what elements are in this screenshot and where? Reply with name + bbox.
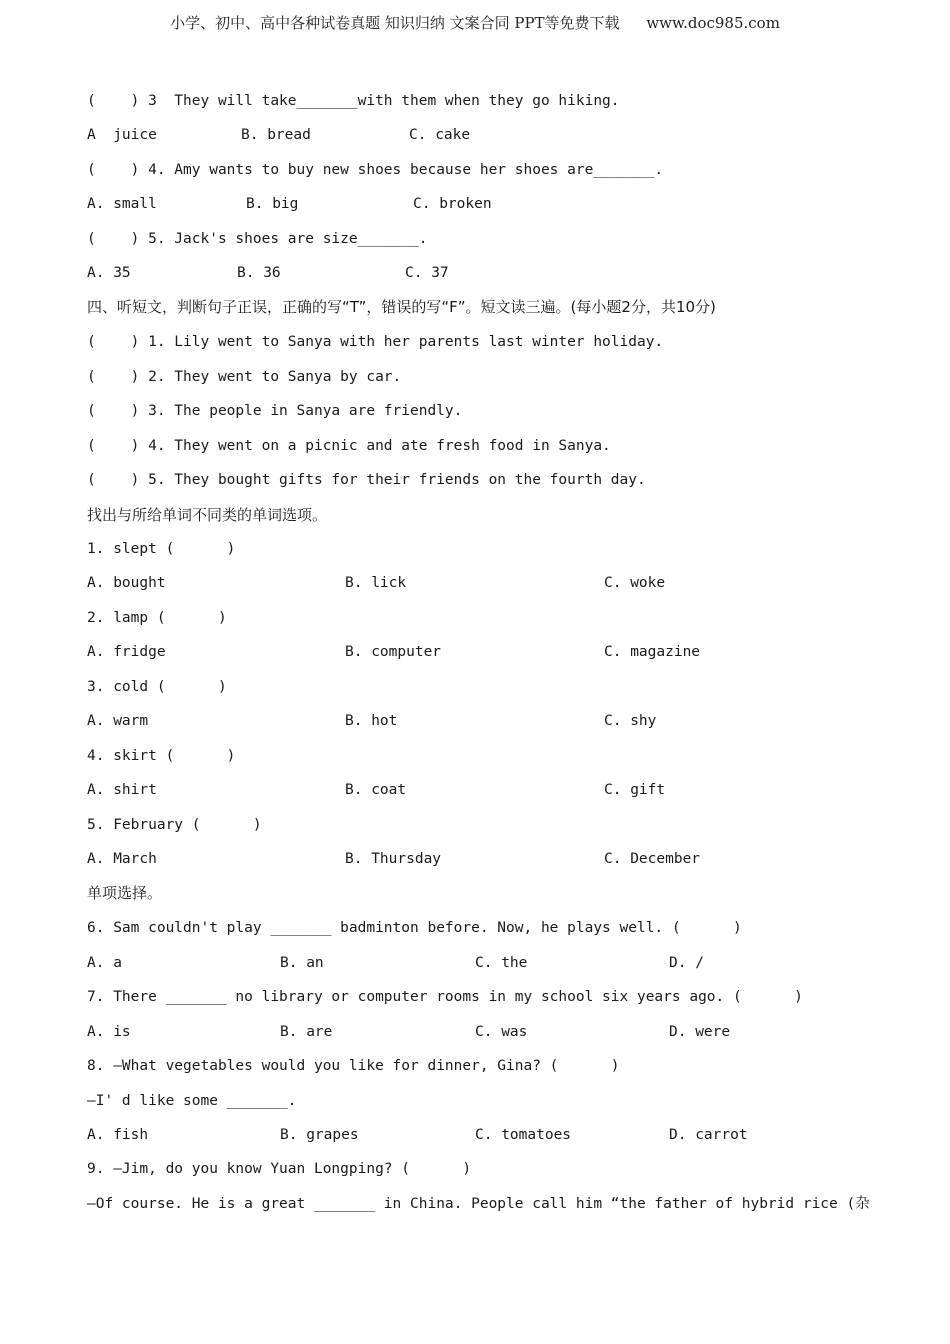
option: A. warm (87, 713, 149, 729)
question-stem: 3. cold ( ) (87, 679, 227, 695)
option: A. shirt (87, 782, 157, 798)
option: B. an (280, 955, 324, 971)
option: C. tomatoes (475, 1127, 572, 1143)
section-title: 单项选择。 (87, 884, 163, 902)
question-stem: 1. slept ( ) (87, 541, 236, 557)
question-stem: 9. —Jim, do you know Yuan Longping? ( ) (87, 1161, 472, 1177)
question-line: —Of course. He is a great _______ in China. People call him “the father of hybrid rice (杂 (87, 1196, 870, 1212)
option: B. computer (345, 644, 442, 660)
option: A. is (87, 1024, 131, 1040)
option: B. are (280, 1024, 333, 1040)
option: A. fish (87, 1127, 149, 1143)
option: A. a (87, 955, 122, 971)
option: C. shy (604, 713, 657, 729)
option: C. magazine (604, 644, 701, 660)
option: C. cake (409, 127, 471, 143)
option: B. grapes (280, 1127, 359, 1143)
section-title: 四、听短文，判断句子正误，正确的写“T”，错误的写“F”。短文读三遍。(每小题2分，共10分) (87, 298, 716, 316)
question-stem: 4. skirt ( ) (87, 748, 236, 764)
question-stem: ( ) 4. Amy wants to buy new shoes because her shoes are_______. (87, 162, 664, 178)
option: B. bread (241, 127, 311, 143)
option: B. 36 (237, 265, 281, 281)
option: A. bought (87, 575, 166, 591)
option: A. March (87, 851, 157, 867)
option: C. was (475, 1024, 528, 1040)
tf-item: ( ) 3. The people in Sanya are friendly. (87, 403, 463, 419)
option: D. were (669, 1024, 731, 1040)
page-header (0, 12, 950, 33)
option: C. December (604, 851, 701, 867)
option: A. 35 (87, 265, 131, 281)
tf-item: ( ) 5. They bought gifts for their friends on the fourth day. (87, 472, 646, 488)
question-stem: ( ) 3 They will take_______with them when they go hiking. (87, 93, 620, 109)
header-text: 小学、初中、高中各种试卷真题 知识归纳 文案合同 PPT等免费下载 (170, 14, 620, 32)
question-stem: ( ) 5. Jack's shoes are size_______. (87, 231, 428, 247)
option: A. fridge (87, 644, 166, 660)
question-line: —I' d like some _______. (87, 1093, 297, 1109)
option: C. the (475, 955, 528, 971)
option: C. 37 (405, 265, 449, 281)
question-stem: 8. —What vegetables would you like for dinner, Gina? ( ) (87, 1058, 620, 1074)
header-site: www.doc985.com (646, 14, 780, 32)
question-stem: 2. lamp ( ) (87, 610, 227, 626)
tf-item: ( ) 1. Lily went to Sanya with her parents last winter holiday. (87, 334, 664, 350)
option: D. / (669, 955, 704, 971)
section-title: 找出与所给单词不同类的单词选项。 (87, 506, 328, 524)
option: D. carrot (669, 1127, 748, 1143)
question-stem: 7. There _______ no library or computer rooms in my school six years ago. ( ) (87, 989, 803, 1005)
tf-item: ( ) 4. They went on a picnic and ate fresh food in Sanya. (87, 438, 611, 454)
question-stem: 5. February ( ) (87, 817, 262, 833)
option: C. woke (604, 575, 666, 591)
option: B. Thursday (345, 851, 442, 867)
option: C. gift (604, 782, 666, 798)
tf-item: ( ) 2. They went to Sanya by car. (87, 369, 402, 385)
option: A. small (87, 196, 157, 212)
option: B. coat (345, 782, 407, 798)
option: B. lick (345, 575, 407, 591)
option: B. hot (345, 713, 398, 729)
option: A juice (87, 127, 157, 143)
question-stem: 6. Sam couldn't play _______ badminton before. Now, he plays well. ( ) (87, 920, 742, 936)
option: C. broken (413, 196, 492, 212)
option: B. big (246, 196, 299, 212)
